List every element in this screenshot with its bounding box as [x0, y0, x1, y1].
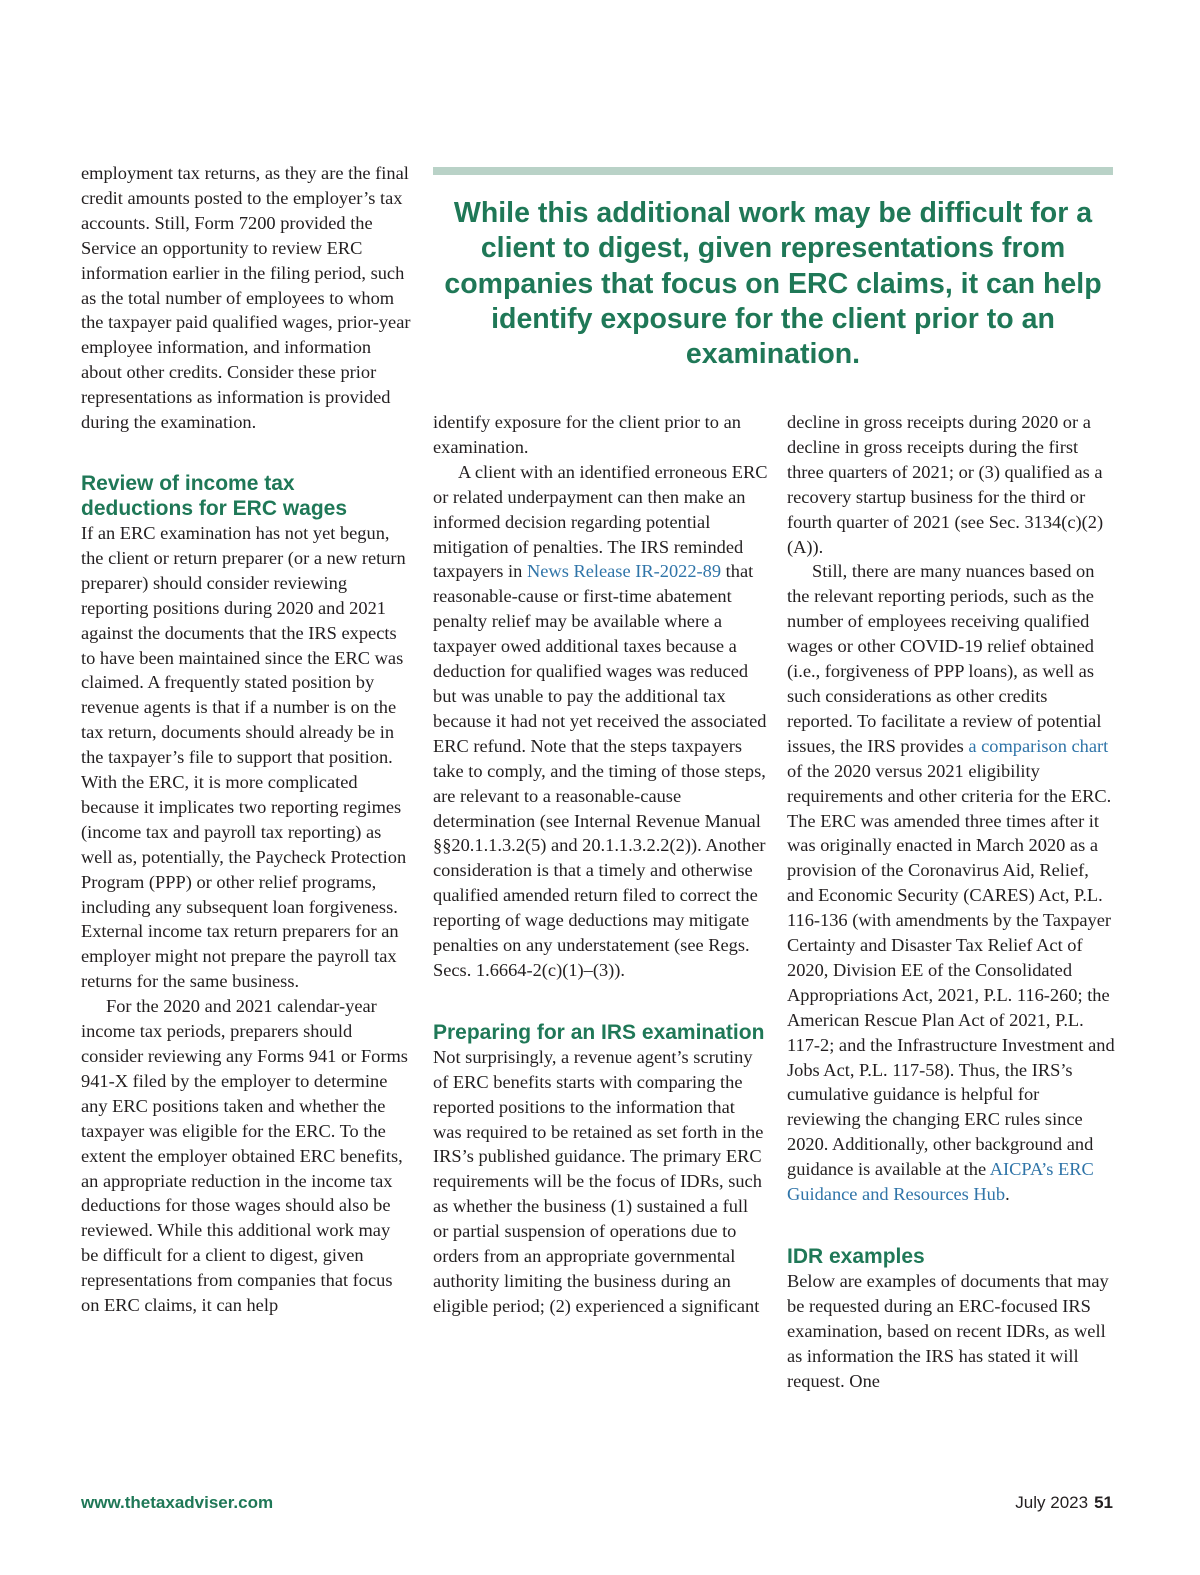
column-2: [433, 410, 768, 1319]
body-paragraph: If an ERC examination has not yet begun, the client or return preparer (or a new return preparer) should consider reviewing reporting positions during 2020 and 2021 against the documents that the IRS expects to have been maintained since the ERC was claimed. A frequently stated position by revenue agents is that if a number is on the tax return, documents should already be in the taxpayer’s file to support that position. With the ERC, it is more complicated because it implicates two reporting regimes (income tax and payroll tax reporting) as well as, potentially, the Paycheck Protection Program (PPP) or other relief programs, including any subsequent loan forgiveness. External income tax return preparers for an employer might not prepare the payroll tax returns for the same business.: [81, 522, 407, 992]
section-heading-preparing-exam: Preparing for an IRS examination: [433, 1020, 765, 1044]
footer-website: www.thetaxadviser.com: [81, 1493, 274, 1512]
body-paragraph: [433, 460, 768, 983]
text-run: A client with an identified erroneous ERC or related underpayment can then make an informed decision regarding potential mitigation of penalties. The IRS reminded taxpayers in: [433, 461, 768, 582]
news-release-link[interactable]: News Release IR-2022-89: [526, 561, 722, 582]
text-run: that reasonable-cause or first-time abatement penalty relief may be available where a taxpayer owed additional taxes because a deduction for qualified wages was reduced but was unable to pay the additional tax because it had not yet received the associated ERC refund. Note that the steps taxpayers take to comply, and the timing of those steps, are relevant to a reasonable-cause determination (see Internal Revenue Manual §§20.1.1.3.2(5) and 20.1.1.3.2.2(2)). Another consideration is that a timely and otherwise qualified amended return filed to correct the reporting of wage deductions may mitigate penalties on any understatement (see Regs. Secs. 1.6664-2(c)(1)–(3)).: [433, 561, 767, 980]
footer-issue: [1015, 1493, 1113, 1513]
pull-quote-rule: [433, 167, 1113, 175]
footer-date: July 2023: [1015, 1493, 1089, 1512]
body-paragraph: For the 2020 and 2021 calendar-year income tax periods, preparers should consider reviewing any Forms 941 or Forms 941-X filed by the employer to determine any ERC positions taken and whether the taxpayer was eligible for the ERC. To the extent the employer obtained ERC benefits, an appropriate reduction in the income tax deductions for those wages should also be reviewed. While this additional work may be difficult for a client to digest, given representations from companies that focus on ERC claims, it can help: [81, 996, 408, 1316]
comparison-chart-link[interactable]: a comparison chart: [968, 735, 1109, 756]
section-heading-review-income-tax: Review of income tax deductions for ERC wages: [81, 471, 348, 520]
text-run: of the 2020 versus 2021 eligibility requirements and other criteria for the ERC. The ERC was amended three times after it was originally enacted in March 2020 as a provision of the Coronavirus Aid, Relief, and Economic Security (CARES) Act, P.L. 116-136 (with amendments by the Taxpayer Certainty and Disaster Tax Relief Act of 2020, Division EE of the Consolidated Appropriations Act, 2021, P.L. 116-260; the American Rescue Plan Act of 2021, P.L. 117-2; and the Infrastructure Investment and Jobs Act, P.L. 117-58). Thus, the IRS’s cumulative guidance is helpful for reviewing the changing ERC rules since 2020. Additionally, other background and guidance is available at the: [787, 760, 1115, 1180]
aicpa-erc-hub-link[interactable]: AICPA’s ERC Guidance and Resources Hub: [787, 1159, 1094, 1205]
body-paragraph: [787, 559, 1117, 1207]
body-paragraph: identify exposure for the client prior to an examination.: [433, 412, 741, 457]
body-paragraph: Below are examples of documents that may be requested during an ERC-focused IRS examination, based on recent IDRs, as well as information the IRS has stated it will request. One: [787, 1271, 1109, 1391]
body-paragraph: employment tax returns, as they are the final credit amounts posted to the employer’s tax accounts. Still, Form 7200 provided the Service an opportunity to review ERC information earlier in the filing period, such as the total number of employees to whom the taxpayer paid qualified wages, prior-year employee information, and information about other credits. Consider these prior representations as information is provided during the examination.: [81, 163, 411, 433]
body-paragraph: Not surprisingly, a revenue agent’s scrutiny of ERC benefits starts with comparing the reported positions to the information that was required to be retained as set forth in the IRS’s published guidance. The primary ERC requirements will be the focus of IDRs, such as whether the business (1) sustained a full or partial suspension of operations due to orders from an appropriate governmental authority limiting the business during an eligible period; (2) experienced a significant: [433, 1046, 764, 1316]
page-number: 51: [1094, 1493, 1113, 1512]
text-run: Still, there are many nuances based on the relevant reporting periods, such as the number of employees receiving qualified wages or other COVID-19 relief obtained (i.e., forgiveness of PPP loans), as well as such considerations as other credits reported. To facilitate a review of potential issues, the IRS provides: [787, 561, 1102, 756]
column-1: [81, 161, 411, 1318]
body-paragraph: decline in gross receipts during 2020 or a decline in gross receipts during the first three quarters of 2021; or (3) qualified as a recovery startup business for the third or fourth quarter of 2021 (see Sec. 3134(c)(2)(A)).: [787, 412, 1104, 557]
column-3: [787, 410, 1117, 1394]
section-heading-idr-examples: IDR examples: [787, 1245, 925, 1268]
pull-quote: While this additional work may be difficult for a client to digest, given representations from companies that focus on ERC claims, it can help identify exposure for the client prior to an examination.: [444, 197, 1102, 371]
text-run: .: [1005, 1184, 1010, 1205]
